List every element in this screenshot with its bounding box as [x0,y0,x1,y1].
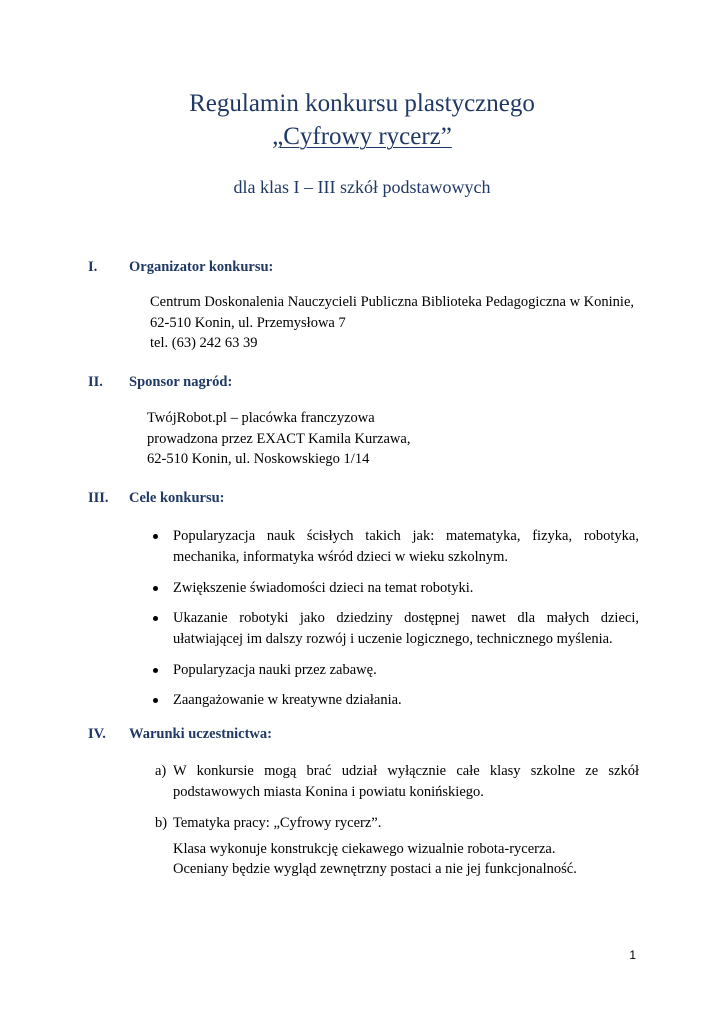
section-heading-goals [88,489,224,507]
contest-name: „Cyfrowy rycerz” [272,123,452,150]
list-marker: b) [155,815,168,831]
organizer-line: tel. (63) 242 63 39 [150,335,258,351]
page-number: 1 [629,948,636,962]
conditions-note: Klasa wykonuje konstrukcję ciekawego wizualnie robota-rycerza. [173,841,556,857]
sponsor-line: TwójRobot.pl – placówka franczyzowa [147,410,375,426]
list-item [150,813,639,834]
sponsor-line: prowadzona przez EXACT Kamila Kurzawa, [147,431,411,447]
section-heading-conditions [88,725,272,743]
list-marker: a) [155,763,167,779]
section-title: Warunki uczestnictwa: [129,726,272,742]
section-number: II. [88,374,103,390]
list-item [150,690,639,711]
section-number: I. [88,259,98,275]
list-item-text: Zaangażowanie w kreatywne działania. [173,692,402,708]
conditions-note: Oceniany będzie wygląd zewnętrzny postaci a nie jej funkcjonalność. [173,861,577,877]
list-item [150,761,639,803]
section-title: Organizator konkursu: [129,259,274,275]
sponsor-line: 62-510 Konin, ul. Noskowskiego 1/14 [147,451,370,467]
section-number: IV. [88,726,106,742]
document-title: Regulamin konkursu plastycznego [189,90,535,117]
list-item-text: Popularyzacja nauki przez zabawę. [173,662,377,678]
bullet-icon [153,534,158,539]
bullet-icon [153,586,158,591]
bullet-icon [153,668,158,673]
conditions-list [150,761,639,834]
list-item-text: Popularyzacja nauk ścisłych takich jak: matematyka, fizyka, robotyka, mechanika, informatyka wśród dzieci w wieku szkolnym. [173,528,639,565]
list-item [150,578,639,599]
bullet-icon [153,698,158,703]
goals-list [150,526,639,711]
section-number: III. [88,490,109,506]
list-item [150,608,639,650]
bullet-icon [153,616,158,621]
section-title: Cele konkursu: [129,490,225,506]
list-item-text: Ukazanie robotyki jako dziedziny dostępnej nawet dla małych dzieci, ułatwiającej im dalszy rozwój i uczenie logicznego, technicznego myślenia. [173,610,639,647]
list-item-text: W konkursie mogą brać udział wyłącznie całe klasy szkolne ze szkół podstawowych miasta Konina i powiatu konińskiego. [173,763,639,800]
list-item [150,660,639,681]
organizer-line: Centrum Doskonalenia Nauczycieli Publiczna Biblioteka Pedagogiczna w Koninie, [150,294,635,310]
section-heading-organizer [88,258,273,276]
document-subtitle: dla klas I – III szkół podstawowych [233,177,491,197]
section-heading-sponsor [88,373,232,391]
list-item-text: Zwiększenie świadomości dzieci na temat robotyki. [173,580,474,596]
list-item [150,526,639,568]
list-item-text: Tematyka pracy: „Cyfrowy rycerz”. [173,815,382,831]
section-title: Sponsor nagród: [129,374,233,390]
organizer-line: 62-510 Konin, ul. Przemysłowa 7 [150,315,346,331]
